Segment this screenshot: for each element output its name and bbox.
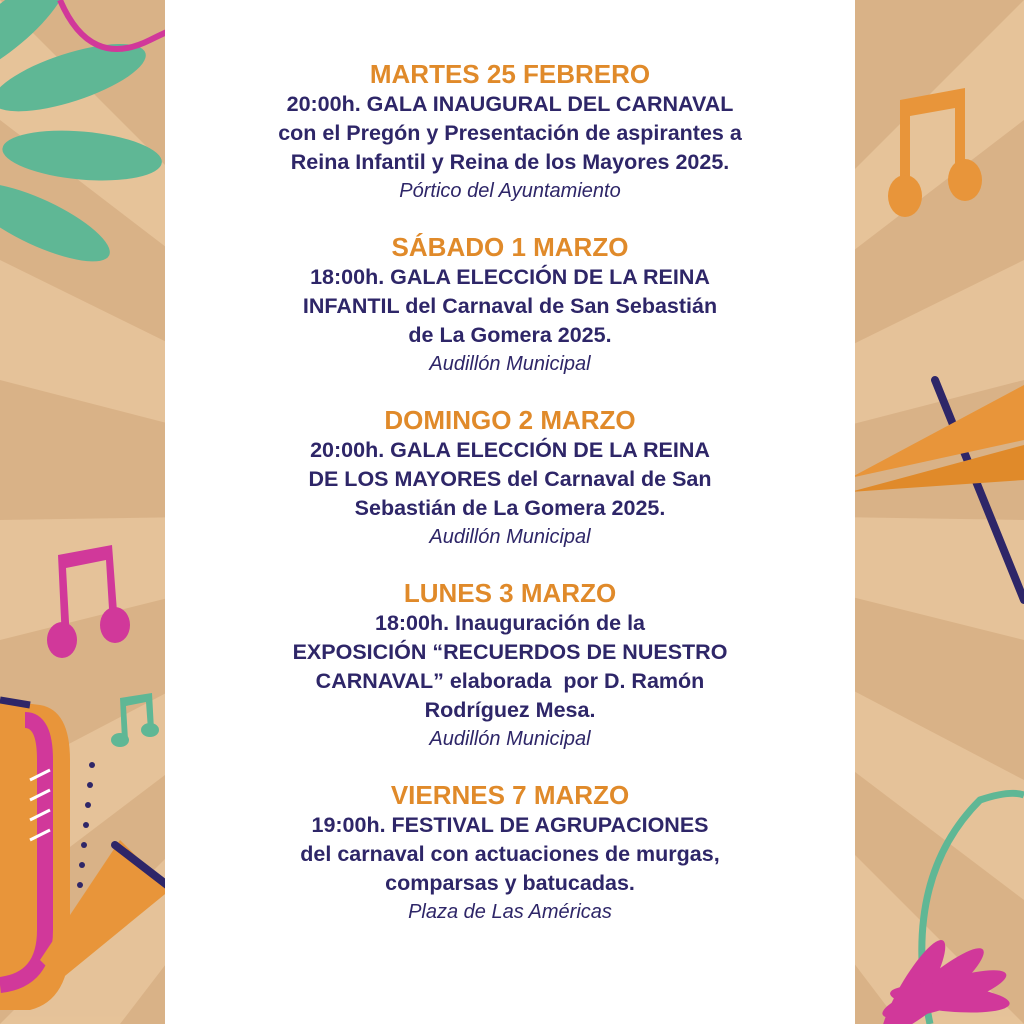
event-date: SÁBADO 1 MARZO: [391, 232, 629, 262]
event-description-line: de La Gomera 2025.: [408, 323, 612, 347]
event-list: [165, 58, 855, 952]
event-item: [165, 404, 855, 551]
event-place: Audillón Municipal: [429, 728, 591, 750]
event-description-line: 20:00h. GALA ELECCIÓN DE LA REINA: [310, 438, 710, 462]
event-description-line: INFANTIL del Carnaval de San Sebastián: [302, 294, 718, 318]
event-description-line: comparsas y batucadas.: [385, 871, 635, 895]
event-date: MARTES 25 FEBRERO: [369, 59, 651, 89]
event-description-line: DE LOS MAYORES del Carnaval de San: [308, 467, 712, 491]
event-date: LUNES 3 MARZO: [403, 578, 617, 608]
event-description-line: 18:00h. GALA ELECCIÓN DE LA REINA: [310, 265, 710, 289]
event-description: [165, 436, 855, 523]
event-date: VIERNES 7 MARZO: [390, 780, 630, 810]
event-description-line: 19:00h. FESTIVAL DE AGRUPACIONES: [311, 813, 709, 837]
event-description-line: Reina Infantil y Reina de los Mayores 2025.: [290, 150, 730, 174]
event-place: Audillón Municipal: [429, 526, 591, 548]
event-description: [165, 263, 855, 350]
event-description-line: del carnaval con actuaciones de murgas,: [300, 842, 720, 866]
event-description-line: con el Pregón y Presentación de aspirantes a: [278, 121, 742, 145]
event-item: [165, 779, 855, 926]
event-item: [165, 58, 855, 205]
event-description-line: EXPOSICIÓN “RECUERDOS DE NUESTRO: [292, 640, 728, 664]
event-description-line: 18:00h. Inauguración de la: [374, 611, 646, 635]
event-place: Plaza de Las Américas: [408, 901, 612, 923]
event-description: [165, 90, 855, 177]
event-description-line: 20:00h. GALA INAUGURAL DEL CARNAVAL: [286, 92, 734, 116]
event-place: Pórtico del Ayuntamiento: [399, 180, 621, 202]
event-description-line: CARNAVAL” elaborada por D. Ramón: [315, 669, 705, 693]
event-item: [165, 577, 855, 753]
event-description: [165, 609, 855, 725]
event-description-line: Sebastián de La Gomera 2025.: [354, 496, 666, 520]
event-date: DOMINGO 2 MARZO: [384, 405, 636, 435]
event-description-line: Rodríguez Mesa.: [424, 698, 596, 722]
event-description: [165, 811, 855, 898]
event-item: [165, 231, 855, 378]
event-place: Audillón Municipal: [429, 353, 591, 375]
